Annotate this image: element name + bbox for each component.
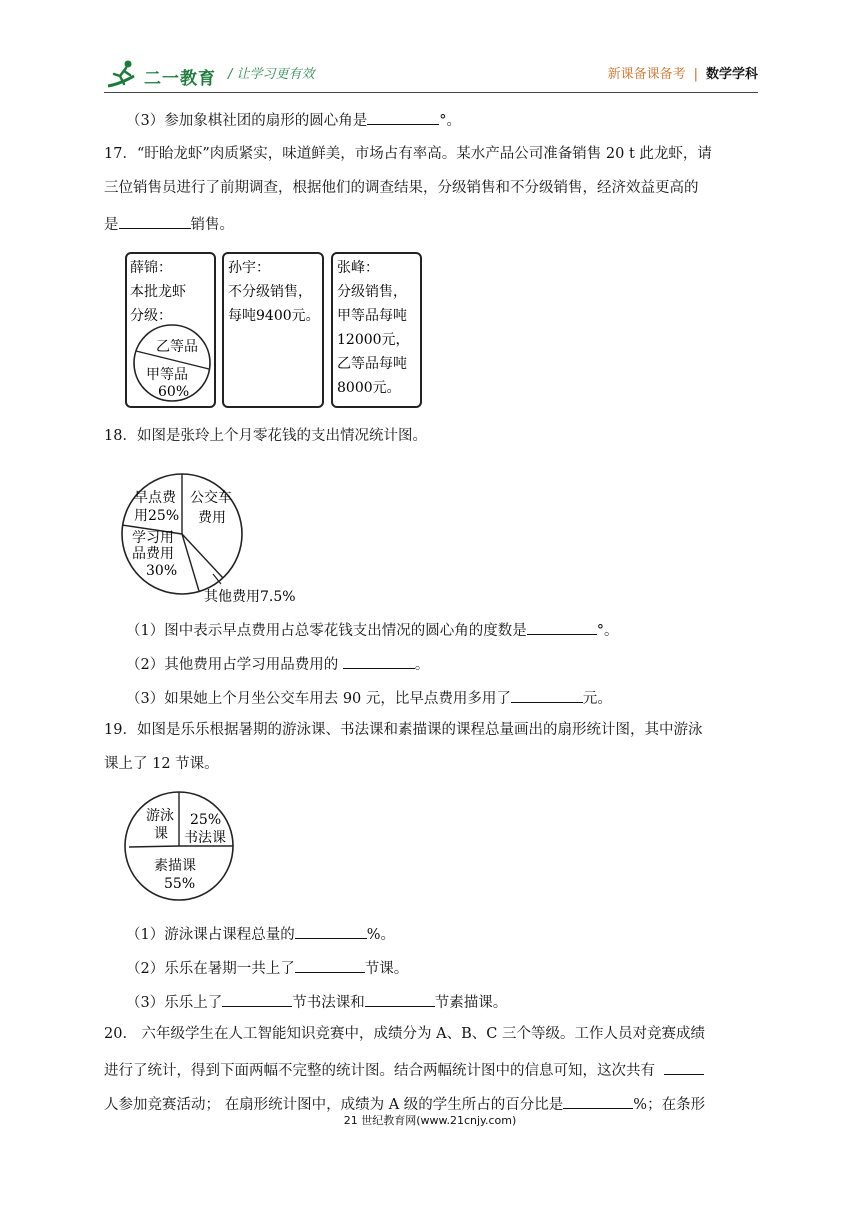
breakfast-percent: 用25% — [134, 508, 180, 524]
other-label: 其他费用7.5% — [204, 589, 296, 605]
q20-line2 — [104, 1058, 704, 1081]
q18-part1-end: °。 — [596, 623, 619, 639]
swim-label: 游泳 — [146, 808, 174, 824]
page-footer: 21 世纪教育网(www.21cnjy.com) — [343, 1114, 517, 1127]
q18-part1-text: （1）图中表示早点费用占总零花钱支出情况的圆心角的度数是 — [126, 623, 527, 639]
box2-line3: 每吨9400元。 — [228, 308, 320, 324]
header-separator: | — [693, 67, 698, 82]
q18-part2 — [126, 652, 429, 675]
box2-line2: 不分级销售， — [228, 284, 312, 300]
q16-part3 — [126, 108, 461, 131]
box3-line2: 分级销售， — [337, 284, 407, 300]
bus-label-2: 费用 — [198, 510, 226, 526]
calligraphy-label: 书法课 — [184, 830, 226, 846]
answer-blank[interactable] — [295, 922, 367, 939]
study-label-2: 品费用 — [132, 546, 174, 562]
q18-pie-chart — [118, 470, 318, 610]
box2-line1: 孙宇： — [228, 260, 270, 276]
q17-line3-end: 销售。 — [190, 217, 234, 233]
box1-line2: 本批龙虾 — [130, 284, 186, 300]
pie-grade-a-percent: 60% — [158, 384, 190, 400]
logo — [104, 58, 236, 92]
answer-blank[interactable] — [664, 1058, 704, 1075]
q16-part3-text: （3）参加象棋社团的扇形的圆心角是 — [126, 113, 368, 129]
box3-line5: 乙等品每吨 — [337, 356, 407, 372]
study-label: 学习用 — [132, 530, 174, 546]
calligraphy-percent: 25% — [190, 812, 222, 828]
box3-line4: 12000元， — [337, 332, 410, 348]
q19-line1: 19．如图是乐乐根据暑期的游泳课、书法课和素描课的课程总量画出的扇形统计图，其中游泳 — [104, 722, 703, 738]
breakfast-label: 早点费 — [134, 490, 176, 506]
q19-pie-chart — [122, 790, 252, 910]
slogan: / 让学习更有效 — [228, 67, 315, 82]
q19-part3-end: 节素描课。 — [434, 995, 508, 1011]
q17-line1: 17．“盱眙龙虾”肉质紧实，味道鲜美，市场占有率高。某水产品公司准备销售 20 t 此龙虾，请 — [104, 146, 712, 162]
q17-line2: 三位销售员进行了前期调查，根据他们的调查结果，分级销售和不分级销售，经济效益更高的 — [104, 180, 699, 196]
q17-survey-figure — [124, 250, 424, 410]
q20-line3-end: %；在条形 — [633, 1097, 706, 1113]
box3-line1: 张峰： — [337, 260, 379, 276]
q19-part2 — [126, 956, 408, 979]
bus-label: 公交车 — [190, 490, 232, 506]
answer-blank[interactable] — [563, 1092, 633, 1109]
survey-box-2 — [223, 253, 323, 407]
q18-intro: 18．如图是张玲上个月零花钱的支出情况统计图。 — [104, 428, 427, 444]
q16-part3-end: °。 — [439, 113, 461, 129]
logo-text: 二一教育 — [144, 69, 216, 89]
q19-line2: 课上了 12 节课。 — [104, 756, 219, 772]
answer-blank[interactable] — [365, 990, 435, 1007]
answer-blank[interactable] — [511, 686, 583, 703]
q18-part2-end: 。 — [414, 657, 430, 673]
header-course-label: 新课备课备考 — [607, 67, 686, 82]
box1-line3: 分级： — [130, 308, 172, 324]
swim-label-2: 课 — [154, 826, 168, 842]
q19-part3 — [126, 990, 507, 1013]
q20-line2-text: 进行了统计，得到下面两幅不完整的统计图。结合两幅统计图中的信息可知，这次共有 — [104, 1063, 655, 1079]
header-subject — [608, 63, 758, 82]
box1-line1: 薛锦： — [130, 260, 172, 276]
answer-blank[interactable] — [295, 956, 365, 973]
answer-blank[interactable] — [222, 990, 292, 1007]
study-percent: 30% — [146, 563, 178, 579]
page-header — [104, 58, 758, 94]
q18-part3-end: 元。 — [582, 691, 612, 707]
q17-line3 — [104, 212, 234, 235]
header-divider — [104, 92, 758, 93]
q17-line3-start: 是 — [104, 217, 119, 233]
answer-blank[interactable] — [119, 212, 191, 229]
q19-part3-text: （3）乐乐上了 — [126, 995, 223, 1011]
pie-grade-b-label: 乙等品 — [156, 339, 198, 355]
header-subject-label: 数学学科 — [705, 67, 758, 82]
pie-grade-a-label: 甲等品 — [146, 367, 188, 383]
answer-blank[interactable] — [343, 652, 415, 669]
answer-blank[interactable] — [527, 618, 597, 635]
q19-part2-end: 节课。 — [364, 961, 409, 977]
q20-line1: 20． 六年级学生在人工智能知识竞赛中，成绩分为 A、B、C 三个等级。工作人员对竞赛成绩 — [104, 1026, 705, 1042]
runner-logo-icon — [104, 58, 144, 92]
q18-part1 — [126, 618, 618, 641]
sketch-label: 素描课 — [154, 858, 196, 874]
q18-part3 — [126, 686, 612, 709]
q19-part1-end: %。 — [366, 927, 396, 943]
q19-part3-mid: 节书法课和 — [292, 995, 365, 1011]
box3-line6: 8000元。 — [337, 380, 401, 396]
sketch-percent: 55% — [164, 876, 196, 892]
q19-part1-text: （1）游泳课占课程总量的 — [126, 927, 295, 943]
box3-line3: 甲等品每吨 — [337, 308, 407, 324]
q19-part2-text: （2）乐乐在暑期一共上了 — [126, 961, 295, 977]
q20-line3-text: 人参加竞赛活动； 在扇形统计图中，成绩为 A 级的学生所占的百分比是 — [104, 1097, 564, 1113]
q19-part1 — [126, 922, 395, 945]
q18-part2-text: （2）其他费用占学习用品费用的 — [126, 657, 339, 673]
q18-part3-text: （3）如果她上个月坐公交车用去 90 元，比早点费用多用了 — [126, 691, 511, 707]
pie-radius — [129, 846, 179, 847]
answer-blank[interactable] — [367, 108, 439, 125]
